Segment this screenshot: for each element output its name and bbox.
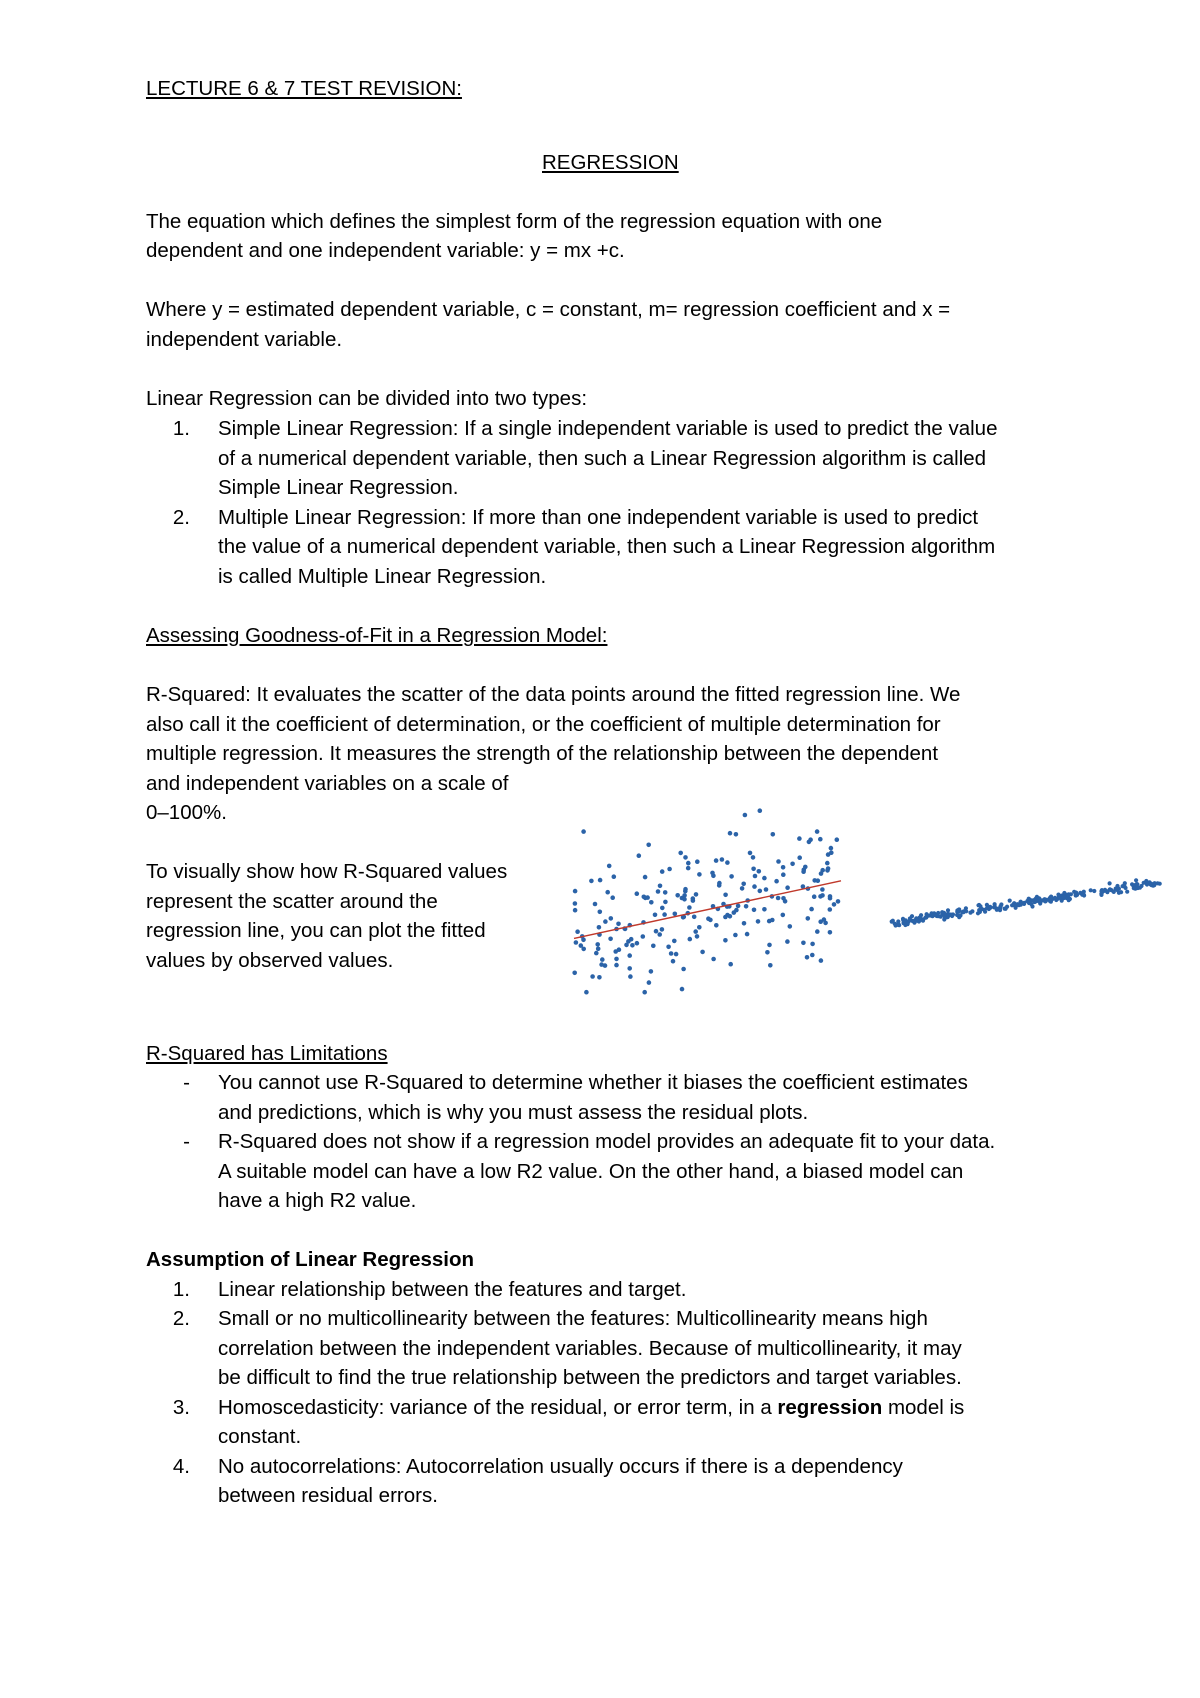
scatter-point xyxy=(819,958,824,963)
scatter-point xyxy=(820,893,825,898)
scatter-point xyxy=(695,859,700,864)
scatter-point xyxy=(820,887,825,892)
scatter-point xyxy=(595,942,600,947)
scatter-point xyxy=(1142,881,1146,885)
scatter-point xyxy=(1089,888,1093,892)
scatter-point xyxy=(616,922,621,927)
scatter-point xyxy=(657,932,662,937)
bullet-item-cont: and predictions, which is why you must assess the residual plots. xyxy=(218,1101,809,1124)
scatter-point xyxy=(1130,882,1134,886)
scatter-point xyxy=(1112,890,1116,894)
scatter-point xyxy=(812,894,817,899)
list-item-cont: is called Multiple Linear Regression. xyxy=(218,565,547,588)
scatter-point xyxy=(1092,889,1096,893)
types-heading: Linear Regression can be divided into two types: xyxy=(146,387,588,410)
scatter-point xyxy=(573,889,578,894)
scatter-point xyxy=(711,957,716,962)
scatter-point xyxy=(741,882,746,887)
list-item-cont: of a numerical dependent variable, then such a Linear Regression algorithm is called xyxy=(218,447,987,470)
scatter-point xyxy=(660,927,665,932)
scatter-point xyxy=(1005,905,1009,909)
scatter-point xyxy=(627,966,632,971)
scatter-point xyxy=(803,865,808,870)
scatter-point xyxy=(663,890,668,895)
scatter-point xyxy=(816,878,821,883)
scatter-point xyxy=(697,925,702,930)
scatter-point xyxy=(642,895,647,900)
scatter-point xyxy=(980,907,984,911)
scatter-point xyxy=(649,900,654,905)
scatter-point xyxy=(697,872,702,877)
scatter-point xyxy=(767,919,772,924)
visual-line: values by observed values. xyxy=(146,949,394,972)
scatter-point xyxy=(600,957,605,962)
doc-title: LECTURE 6 & 7 TEST REVISION: xyxy=(146,77,462,100)
list-item-cont: be difficult to find the true relationship between the predictors and target variables. xyxy=(218,1366,962,1389)
visual-line: regression line, you can plot the fitted xyxy=(146,919,486,942)
scatter-point xyxy=(669,951,674,956)
scatter-point xyxy=(612,874,617,879)
scatter-point xyxy=(993,902,997,906)
scatter-point xyxy=(671,959,676,964)
scatter-point xyxy=(776,859,781,864)
scatter-point xyxy=(740,886,745,891)
scatter-point xyxy=(829,846,834,851)
scatter-point xyxy=(608,937,613,942)
scatter-point xyxy=(630,943,635,948)
scatter-point xyxy=(926,914,930,918)
low-r-squared-scatter xyxy=(570,800,845,1000)
high-r-squared-scatter xyxy=(885,858,1165,938)
scatter-point xyxy=(810,942,815,947)
scatter-point xyxy=(828,930,833,935)
scatter-point xyxy=(581,938,586,943)
scatter-point xyxy=(691,896,696,901)
scatter-point xyxy=(896,919,900,923)
scatter-point xyxy=(1108,887,1112,891)
scatter-point xyxy=(758,889,763,894)
scatter-point xyxy=(1108,881,1112,885)
scatter-point xyxy=(1125,890,1129,894)
scatter-point xyxy=(725,860,730,865)
scatter-point xyxy=(1134,878,1138,882)
scatter-point xyxy=(706,916,711,921)
scatter-point xyxy=(910,914,914,918)
scatter-point xyxy=(964,909,968,913)
scatter-point xyxy=(1119,890,1123,894)
scatter-point xyxy=(686,866,691,871)
goodness-line: R-Squared: It evaluates the scatter of the data points around the fitted regression line. We xyxy=(146,683,961,706)
scatter-point xyxy=(985,903,989,907)
scatter-point xyxy=(818,919,823,924)
scatter-point xyxy=(609,916,614,921)
scatter-point xyxy=(810,953,815,958)
goodness-line: multiple regression. It measures the strength of the relationship between the dependent xyxy=(146,742,939,765)
scatter-point xyxy=(757,869,762,874)
scatter-point xyxy=(645,895,650,900)
scatter-point xyxy=(1138,886,1142,890)
scatter-point xyxy=(976,911,980,915)
goodness-line: 0–100%. xyxy=(146,801,227,824)
scatter-point xyxy=(1148,882,1152,886)
scatter-point xyxy=(1132,886,1136,890)
scatter-point xyxy=(781,865,786,870)
scatter-point xyxy=(801,941,806,946)
scatter-point xyxy=(596,947,601,952)
scatter-point xyxy=(976,903,980,907)
scatter-point xyxy=(805,955,810,960)
scatter-point xyxy=(714,923,719,928)
scatter-point xyxy=(593,902,598,907)
scatter-point xyxy=(573,901,578,906)
scatter-point xyxy=(573,908,578,913)
scatter-point xyxy=(771,832,776,837)
scatter-point xyxy=(1008,899,1012,903)
scatter-point xyxy=(651,944,656,949)
scatter-point xyxy=(776,896,781,901)
scatter-point xyxy=(806,916,811,921)
scatter-point xyxy=(599,962,604,967)
scatter-point xyxy=(1074,893,1078,897)
assumptions-heading: Assumption of Linear Regression xyxy=(146,1248,475,1271)
scatter-point xyxy=(797,855,802,860)
visual-line: represent the scatter around the xyxy=(146,890,438,913)
scatter-point xyxy=(695,934,700,939)
scatter-point xyxy=(656,889,661,894)
scatter-point xyxy=(744,904,749,909)
scatter-point xyxy=(1082,890,1086,894)
scatter-point xyxy=(723,938,728,943)
scatter-point xyxy=(673,912,678,917)
scatter-point xyxy=(688,937,693,942)
scatter-point xyxy=(687,905,692,910)
scatter-point xyxy=(1062,895,1066,899)
scatter-point xyxy=(590,974,595,979)
scatter-point xyxy=(686,861,691,866)
scatter-point xyxy=(767,943,772,948)
scatter-point xyxy=(785,939,790,944)
scatter-point xyxy=(674,952,679,957)
list-item-cont: Simple Linear Regression. xyxy=(218,476,459,499)
scatter-point xyxy=(932,913,936,917)
scatter-point xyxy=(613,949,618,954)
scatter-point xyxy=(610,895,615,900)
list-item-cont: correlation between the independent variables. Because of multicollinearity, it may xyxy=(218,1337,962,1360)
scatter-point xyxy=(654,929,659,934)
scatter-point xyxy=(955,908,959,912)
scatter-point xyxy=(598,878,603,883)
scatter-point xyxy=(835,837,840,842)
scatter-point xyxy=(801,869,806,874)
scatter-point xyxy=(682,897,687,902)
scatter-point xyxy=(607,864,612,869)
scatter-point xyxy=(641,934,646,939)
scatter-point xyxy=(949,913,953,917)
scatter-point xyxy=(968,911,972,915)
scatter-point xyxy=(729,874,734,879)
scatter-point xyxy=(753,874,758,879)
scatter-point xyxy=(762,876,767,881)
bullet-item-cont: A suitable model can have a low R2 value. On the other hand, a biased model can xyxy=(218,1160,964,1183)
scatter-point xyxy=(751,855,756,860)
scatter-point xyxy=(781,872,786,877)
scatter-point xyxy=(809,907,814,912)
scatter-point xyxy=(807,840,812,845)
list-item-cont: constant. xyxy=(218,1425,302,1448)
scatter-point xyxy=(781,896,786,901)
scatter-point xyxy=(1056,893,1060,897)
scatter-point xyxy=(815,929,820,934)
scatter-point xyxy=(765,950,770,955)
scatter-point xyxy=(660,906,665,911)
scatter-point xyxy=(742,921,747,926)
scatter-point xyxy=(597,925,602,930)
scatter-point xyxy=(637,853,642,858)
scatter-point xyxy=(720,857,725,862)
scatter-point xyxy=(1049,895,1053,899)
scatter-point xyxy=(998,908,1002,912)
scatter-point xyxy=(815,829,820,834)
scatter-point xyxy=(692,915,697,920)
scatter-point xyxy=(768,963,773,968)
scatter-point xyxy=(797,836,802,841)
scatter-point xyxy=(575,929,580,934)
scatter-point xyxy=(717,883,722,888)
scatter-point xyxy=(572,971,577,976)
scatter-point xyxy=(989,905,993,909)
scatter-point xyxy=(628,974,633,979)
scatter-point xyxy=(1053,896,1057,900)
scatter-point xyxy=(1027,897,1031,901)
scatter-point xyxy=(667,867,672,872)
scatter-point xyxy=(764,887,769,892)
scatter-point xyxy=(734,908,739,913)
scatter-point xyxy=(825,861,830,866)
scatter-point xyxy=(1067,898,1071,902)
scatter-point xyxy=(663,900,668,905)
scatter-point xyxy=(658,884,663,889)
list-item-cont: between residual errors. xyxy=(218,1484,438,1507)
scatter-point xyxy=(836,899,841,904)
scatter-point xyxy=(678,851,683,856)
where-line-1: Where y = estimated dependent variable, c = constant, m= regression coefficient and x = xyxy=(146,298,951,321)
scatter-point xyxy=(594,951,599,956)
scatter-point xyxy=(734,832,739,837)
scatter-point xyxy=(700,950,705,955)
scatter-point xyxy=(647,980,652,985)
scatter-point xyxy=(681,967,686,972)
scatter-point xyxy=(752,908,757,913)
scatter-point xyxy=(893,922,897,926)
scatter-point xyxy=(574,940,579,945)
scatter-point xyxy=(826,866,831,871)
section-title: REGRESSION xyxy=(542,151,679,174)
limitations-heading: R-Squared has Limitations xyxy=(146,1042,388,1065)
scatter-point xyxy=(736,904,741,909)
goodness-heading: Assessing Goodness-of-Fit in a Regression Model: xyxy=(146,624,608,647)
scatter-point xyxy=(829,850,834,855)
scatter-point xyxy=(723,915,728,920)
scatter-point xyxy=(649,969,654,974)
scatter-point xyxy=(589,879,594,884)
scatter-point xyxy=(710,871,715,876)
scatter-point xyxy=(752,884,757,889)
scatter-point xyxy=(660,869,665,874)
scatter-point xyxy=(614,957,619,962)
scatter-point xyxy=(624,943,629,948)
scatter-point xyxy=(728,914,733,919)
scatter-point xyxy=(762,907,767,912)
scatter-point xyxy=(675,893,680,898)
list-item-cont: the value of a numerical dependent variable, then such a Linear Regression algorithm xyxy=(218,535,996,558)
scatter-point xyxy=(694,892,699,897)
scatter-point xyxy=(581,947,586,952)
scatter-point xyxy=(653,913,658,918)
scatter-point xyxy=(1066,894,1070,898)
scatter-point xyxy=(627,953,632,958)
scatter-point xyxy=(597,975,602,980)
scatter-point xyxy=(581,829,586,834)
scatter-point xyxy=(635,891,640,896)
scatter-point xyxy=(818,837,823,842)
scatter-point xyxy=(1123,881,1127,885)
scatter-point xyxy=(683,855,688,860)
scatter-point xyxy=(584,990,589,995)
scatter-point xyxy=(603,919,608,924)
scatter-point xyxy=(714,858,719,863)
scatter-point xyxy=(820,868,825,873)
scatter-point xyxy=(733,933,738,938)
scatter-point xyxy=(1060,899,1064,903)
scatter-point xyxy=(743,813,748,818)
scatter-point xyxy=(999,904,1003,908)
where-line-2: independent variable. xyxy=(146,328,343,351)
scatter-point xyxy=(788,924,793,929)
document-page: LECTURE 6 & 7 TEST REVISION: REGRESSION The equation which defines the simplest form of the regression equation with one dependent and one independent variable: y = mx +c. Where y = estimated dependent variable, c = constant, m= regression coefficient and x = independent variable. Linear Regression can be divided into two types: 1. Simple Linear Regression: If a single independent variable is used to predict the value of a numerical dependent variable, then such a Linear Regression algorithm is called Simple Linear Regression. 2. Multiple Linear Regression: If more than one independent variable is used to predict the value of a numerical dependent variable, then such a Linear Regression algorithm is called Multiple Linear Regression. Assessing Goodness-of-Fit in a Regression Model: R-Squared: It evaluates the scatter of the data points around the fitted regression line. We also call it the coefficient of determination, or the coefficient of multiple determination for multiple regression. It measures the strength of the relationship between the dependent and independent variables on a scale of 0–100%. To visually show how R-Squared values represent the scatter around the regression line, you can plot the fitted values by observed values. R-Squared has Limitations - You cannot use R-Squared to determine whether it biases the coefficient estimates and predictions, which is why you must assess the residual plots. - R-Squared does not show if a regression model provides an adequate fit to your data. A suitable model can have a low R2 value. On the other hand, a biased model can have a high R2 value. Assumption of Linear Regression 1. Linear relationship between the features and target. 2. Small or no multicollinearity between the features: Multicollinearity means high correlation between the independent variables. Because of multicollinearity, it may be difficult to find the true relationship between the predictors and target variables. 3. Homoscedasticity: variance of the residual, or error term, in a regression model is constant. 4. No autocorrelations: Autocorrelation usually occurs if there is a dependency between residual errors. xyxy=(0,0,1200,1698)
scatter-point xyxy=(758,808,763,813)
bullet-item-cont: have a high R2 value. xyxy=(218,1189,417,1212)
scatter-point xyxy=(1010,903,1014,907)
scatter-point xyxy=(672,939,677,944)
intro-line-1: The equation which defines the simplest form of the regression equation with one xyxy=(146,210,883,233)
scatter-point xyxy=(728,831,733,836)
scatter-point xyxy=(785,885,790,890)
scatter-point xyxy=(828,894,833,899)
scatter-point xyxy=(903,920,907,924)
scatter-point xyxy=(723,893,728,898)
scatter-point xyxy=(662,912,667,917)
scatter-point xyxy=(614,963,619,968)
scatter-point xyxy=(605,890,610,895)
scatter-point xyxy=(940,910,944,914)
scatter-point xyxy=(960,910,964,914)
scatter-point xyxy=(646,843,651,848)
scatter-point xyxy=(683,887,688,892)
scatter-point xyxy=(1103,888,1107,892)
scatter-point xyxy=(832,902,837,907)
scatter-point xyxy=(1029,902,1033,906)
scatter-point xyxy=(745,932,750,937)
scatter-point xyxy=(748,851,753,856)
scatter-point xyxy=(643,875,648,880)
goodness-line: and independent variables on a scale of xyxy=(146,772,509,795)
scatter-point xyxy=(598,910,603,915)
scatter-point xyxy=(666,945,671,950)
scatter-point xyxy=(781,913,786,918)
scatter-point xyxy=(693,929,698,934)
scatter-point xyxy=(918,915,922,919)
scatter-point xyxy=(828,907,833,912)
scatter-point xyxy=(756,919,761,924)
scatter-point xyxy=(1039,899,1043,903)
intro-line-2: dependent and one independent variable: y = mx +c. xyxy=(146,239,625,262)
scatter-point xyxy=(1152,883,1156,887)
scatter-point xyxy=(774,879,779,884)
regression-fit-line xyxy=(574,881,841,939)
scatter-point xyxy=(1019,903,1023,907)
scatter-point xyxy=(751,867,756,872)
scatter-point xyxy=(635,941,640,946)
scatter-point xyxy=(1033,898,1037,902)
scatter-point xyxy=(914,916,918,920)
scatter-point xyxy=(1048,899,1052,903)
scatter-point xyxy=(642,990,647,995)
visual-line: To visually show how R-Squared values xyxy=(146,860,508,883)
scatter-point xyxy=(790,862,795,867)
scatter-point xyxy=(680,987,685,992)
goodness-line: also call it the coefficient of determination, or the coefficient of multiple determination for xyxy=(146,713,941,736)
scatter-point xyxy=(728,962,733,967)
